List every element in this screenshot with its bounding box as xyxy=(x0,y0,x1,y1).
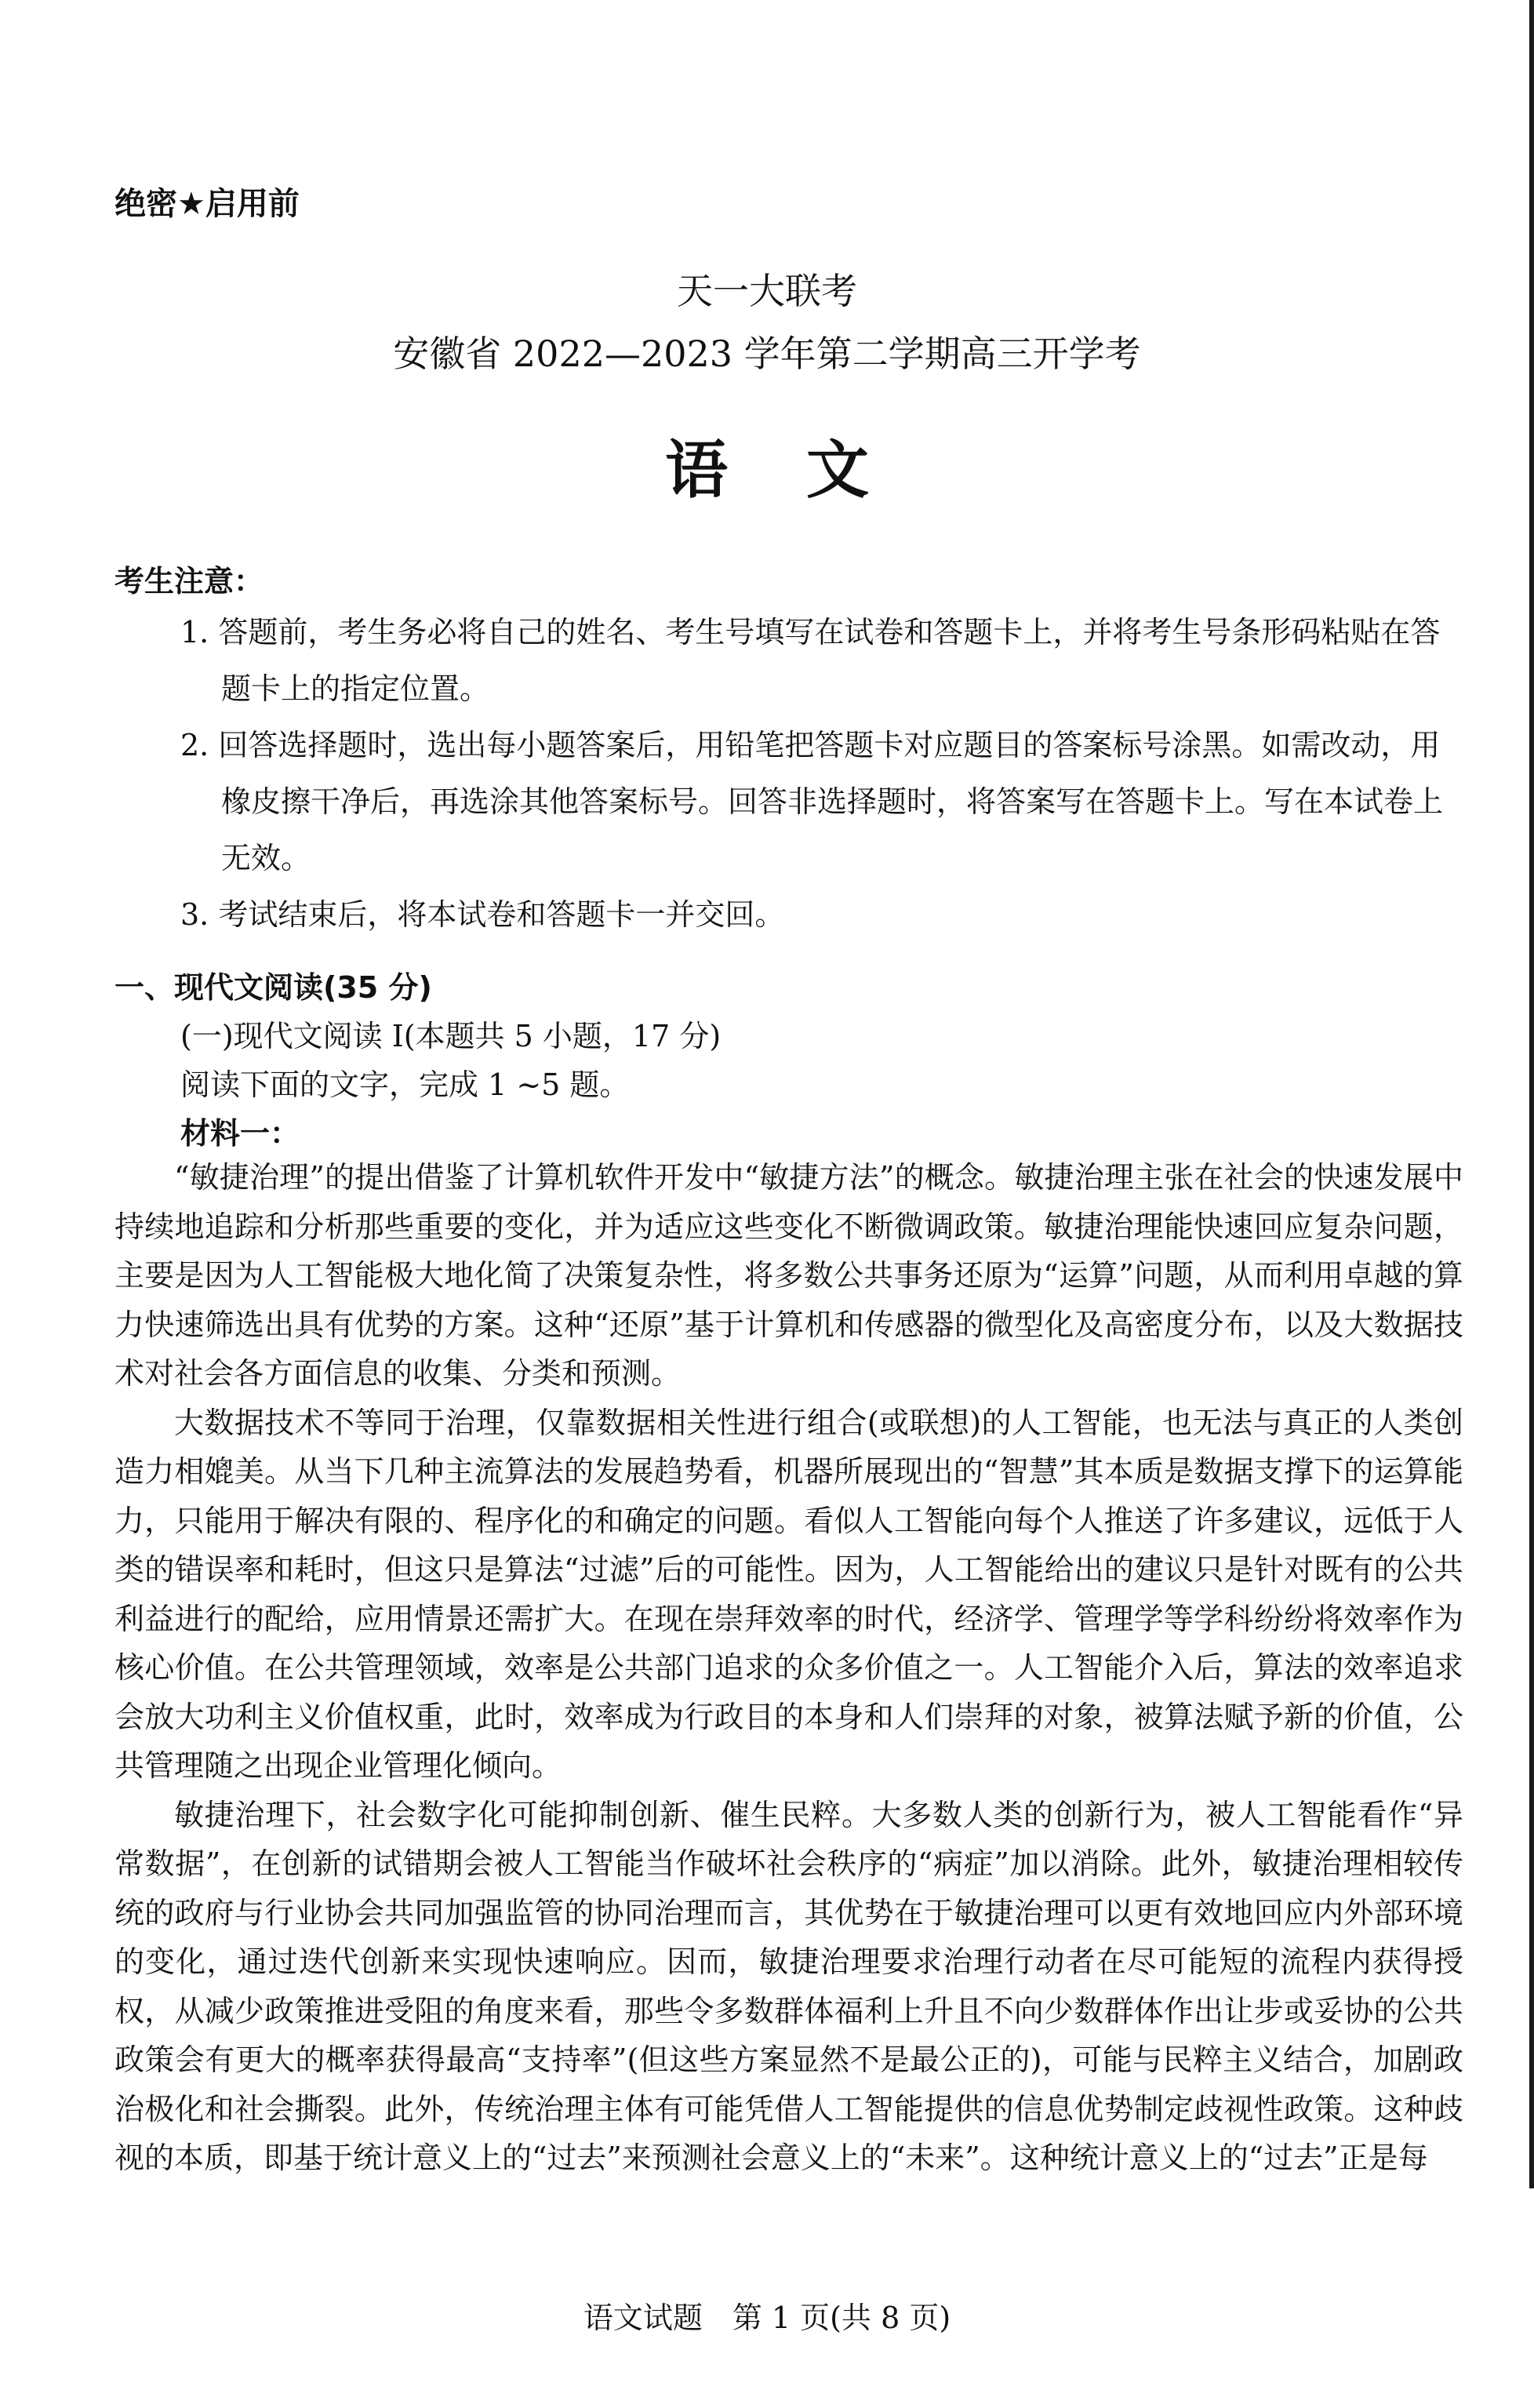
notice-title: 考生注意： xyxy=(115,564,264,598)
reading-passage xyxy=(115,1153,1463,2183)
passage-paragraph: 敏捷治理下，社会数字化可能抑制创新、催生民粹。大多数人类的创新行为，被人工智能看作“异常数据”，在创新的试错期会被人工智能当作破坏社会秩序的“病症”加以消除。此外，敏捷治理相较传统的政府与行业协会共同加强监管的协同治理而言，其优势在于敏捷治理可以更有效地回应内外部环境的变化，通过迭代创新来实现快速响应。因而，敏捷治理要求治理行动者在尽可能短的流程内获得授权，从减少政策推进受阻的角度来看，那些令多数群体福利上升且不向少数群体作出让步或妥协的公共政策会有更大的概率获得最高“支持率”(但这些方案显然不是最公正的)，可能与民粹主义结合，加剧政治极化和社会撕裂。此外，传统治理主体有可能凭借人工智能提供的信息优势制定歧视性政策。这种歧视的本质，即基于统计意义上的“过去”来预测社会意义上的“未来”。这种统计意义上的“过去”正是每 xyxy=(115,1797,1463,2175)
subject-title: 语文 xyxy=(665,433,947,507)
exam-title-line2: 安徽省 2022—2023 学年第二学期高三开学考 xyxy=(393,333,1141,375)
subsection-title: (一)现代文阅读 Ⅰ(本题共 5 小题，17 分) xyxy=(180,1019,722,1053)
passage-paragraph: 大数据技术不等同于治理，仅靠数据相关性进行组合(或联想)的人工智能，也无法与真正的人类创造力相媲美。从当下几种主流算法的发展趋势看，机器所展现出的“智慧”其本质是数据支撑下的运算能力，只能用于解决有限的、程序化的和确定的问题。看似人工智能向每个人推送了许多建议，远低于人类的错误率和耗时，但这只是算法“过滤”后的可能性。因为，人工智能给出的建议只是针对既有的公共利益进行的配给，应用情景还需扩大。在现在崇拜效率的时代，经济学、管理学等学科纷纷将效率作为核心价值。在公共管理领域，效率是公共部门追求的众多价值之一。人工智能介入后，算法的效率追求会放大功利主义价值权重，此时，效率成为行政目的本身和人们崇拜的对象，被算法赋予新的价值，公共管理随之出现企业管理化倾向。 xyxy=(115,1405,1463,1783)
notice-item: 1. 答题前，考生务必将自己的姓名、考生号填写在试卷和答题卡上，并将考生号条形码粘贴在答题卡上的指定位置。 xyxy=(180,615,1441,706)
notice-item: 3. 考试结束后，将本试卷和答题卡一并交回。 xyxy=(180,897,785,932)
material-label: 材料一： xyxy=(180,1116,300,1151)
confidential-mark: 绝密★启用前 xyxy=(115,186,300,222)
page-edge-rule xyxy=(1529,0,1534,2188)
notice-item: 2. 回答选择题时，选出每小题答案后，用铅笔把答题卡对应题目的答案标号涂黑。如需改动，用橡皮擦干净后，再选涂其他答案标号。回答非选择题时，将答案写在答题卡上。写在本试卷上无效。 xyxy=(180,728,1444,875)
page-footer: 语文试题 第 1 页(共 8 页) xyxy=(583,2301,951,2335)
exam-title-line1: 天一大联考 xyxy=(677,270,857,312)
reading-instruction: 阅读下面的文字，完成 1 ~5 题。 xyxy=(180,1068,630,1102)
passage-paragraph: “敏捷治理”的提出借鉴了计算机软件开发中“敏捷方法”的概念。敏捷治理主张在社会的快速发展中持续地追踪和分析那些重要的变化，并为适应这些变化不断微调政策。敏捷治理能快速回应复杂问题，主要是因为人工智能极大地化简了决策复杂性，将多数公共事务还原为“运算”问题，从而利用卓越的算力快速筛选出具有优势的方案。这种“还原”基于计算机和传感器的微型化及高密度分布，以及大数据技术对社会各方面信息的收集、分类和预测。 xyxy=(115,1160,1463,1391)
notice-list xyxy=(180,604,1463,943)
section-heading: 一、现代文阅读(35 分) xyxy=(115,970,432,1005)
